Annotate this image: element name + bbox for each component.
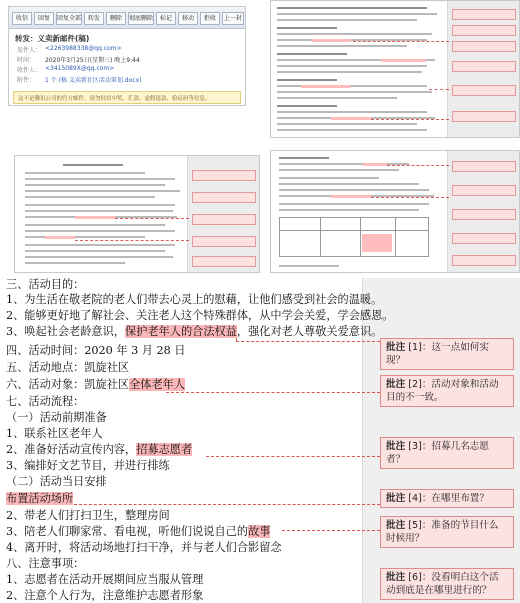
- comment-5-id: [5]: [408, 520, 422, 531]
- document-thumbnail-3: [14, 155, 260, 273]
- toolbar-move-button[interactable]: 移动: [178, 12, 198, 25]
- section-target-label: 六、活动对象：凯旋社区: [6, 378, 130, 391]
- comment-2-id: [2]: [408, 379, 422, 390]
- highlight-setup-venue[interactable]: 布置活动场所: [6, 492, 74, 505]
- purpose-item-2: 2、能够更好地了解社会、关注老人这个特殊群体，从中学会关爱，学会感恩。: [6, 309, 394, 322]
- toolbar-hard-delete-button[interactable]: 彻底删除: [128, 12, 154, 25]
- comment-3-id: [3]: [408, 441, 422, 452]
- comment-5-label: 批注: [386, 520, 406, 531]
- attachment-link[interactable]: 1 个 (稿 义卖新社区活动策划.docx): [45, 77, 142, 84]
- toolbar-receive-button[interactable]: 收信: [12, 12, 32, 25]
- comment-6-id: [6]: [408, 572, 422, 583]
- document-thumbnail-2: [270, 0, 520, 138]
- toolbar-prev-button[interactable]: 上一封: [222, 12, 244, 25]
- highlight-stories[interactable]: 故事: [248, 525, 271, 538]
- email-date: 2020年3月25日(星期三) 晚上9:44: [45, 57, 140, 64]
- document-thumbnail-4: [270, 150, 520, 273]
- connector-1: [236, 341, 380, 342]
- warning-text: 这不是腾讯公司的官方邮件，请勿轻信中奖、汇款、虚假退款、验证码等信息。: [18, 96, 211, 102]
- comment-1-label: 批注: [386, 342, 406, 353]
- comment-2-text: ：活动对象和活动目的不一致。: [386, 379, 499, 403]
- day-item-3-text: 3、陪老人们聊家常、看电视，听他们说说自己的: [6, 525, 249, 538]
- to-address[interactable]: <3415089X@qq.com>: [45, 65, 115, 72]
- prep-item-3: 3、编排好文艺节目，并进行排练: [6, 459, 170, 472]
- toolbar-reject-button[interactable]: 拒收: [200, 12, 220, 25]
- comment-6-text: ：没看明白这个活动到底是在哪里进行的？: [386, 572, 499, 596]
- from-label: 发件人：: [17, 47, 42, 54]
- note-item-2: 2、注意个人行为，注意维护志愿者形象: [6, 589, 204, 602]
- section-location: 五、活动地点：凯旋社区: [6, 361, 130, 374]
- section-time: 四、活动时间：2020 年 3 月 28 日: [6, 344, 186, 357]
- note-item-1: 1、志愿者在活动开展期间应当服从管理: [6, 573, 204, 586]
- comment-3-text: ：招募几名志愿者？: [386, 441, 489, 465]
- comment-6-label: 批注: [386, 572, 406, 583]
- toolbar-delete-button[interactable]: 删除: [106, 12, 126, 25]
- section-notes: 八、注意事项：: [6, 557, 85, 570]
- comment-1-id: [1]: [408, 342, 422, 353]
- comment-3-label: 批注: [386, 441, 406, 452]
- comment-6[interactable]: [380, 568, 514, 600]
- email-subject: 转发：义卖新邮件(稿): [15, 34, 90, 43]
- email-toolbar: [9, 7, 245, 29]
- comment-5-text: ：准备的节目什么时候用？: [386, 520, 499, 544]
- day-item-1: [6, 492, 73, 506]
- comment-4-id: [4]: [408, 493, 422, 504]
- prep-item-2: [6, 443, 192, 457]
- prep-item-2-text: 2、准备好活动宣传内容，: [6, 443, 137, 456]
- warning-banner: [13, 91, 241, 104]
- thumbnail-table: [279, 217, 429, 257]
- connector-1-drop: [236, 338, 237, 342]
- subsection-day-arrangement: （二）活动当日安排: [6, 475, 107, 488]
- section-purpose-heading: 三、活动目的：: [6, 278, 85, 291]
- connector-2: [166, 392, 380, 393]
- day-item-2: 2、带老人们打扫卫生，整理房间: [6, 509, 170, 522]
- day-item-3: [6, 525, 270, 539]
- connector-5: [282, 530, 380, 531]
- comment-1[interactable]: [380, 338, 514, 370]
- comment-4-text: ：在哪里布置？: [421, 493, 489, 504]
- comment-2-label: 批注: [386, 379, 406, 390]
- connector-3: [206, 456, 380, 457]
- purpose-item-3: [6, 325, 382, 339]
- comment-4-label: 批注: [386, 493, 406, 504]
- toolbar-reply-button[interactable]: 回复: [34, 12, 54, 25]
- highlight-all-elderly[interactable]: 全体老年人: [129, 378, 186, 391]
- highlight-recruit-volunteers[interactable]: 招募志愿者: [136, 443, 193, 456]
- toolbar-forward-button[interactable]: 转发: [84, 12, 104, 25]
- toolbar-reply-all-button[interactable]: 回复全部: [56, 12, 82, 25]
- day-item-4: 4、离开时，将活动场地打扫干净，并与老人们合影留念: [6, 541, 282, 554]
- purpose-item-1: 1、为生活在敬老院的老人们带去心灵上的慰藉，让他们感受到社会的温暖。: [6, 293, 383, 306]
- purpose-item-3-end: ，强化对老人尊敬关爱意识。: [236, 325, 383, 338]
- section-target: [6, 378, 185, 392]
- subsection-preparation: （一）活动前期准备: [6, 411, 107, 424]
- date-label: 时间：: [17, 57, 36, 64]
- purpose-item-3-start: 3、唤起社会老龄意识，: [6, 325, 125, 338]
- main-document: [0, 278, 520, 603]
- highlight-legal-rights[interactable]: 保护老年人的合法权益: [125, 325, 237, 338]
- comment-4[interactable]: [380, 489, 514, 508]
- comment-2[interactable]: [380, 375, 514, 407]
- comment-1-text: ：这一点如何实现？: [386, 342, 489, 366]
- attach-label: 附件：: [17, 77, 36, 84]
- comment-5[interactable]: [380, 516, 514, 548]
- email-thumbnail: [8, 6, 246, 106]
- prep-item-1: 1、联系社区老年人: [6, 427, 103, 440]
- section-flow: 七、活动流程：: [6, 395, 85, 408]
- to-label: 收件人：: [17, 67, 42, 74]
- connector-4: [74, 504, 380, 505]
- from-address[interactable]: <2263988338@qq.com>: [45, 45, 122, 52]
- comment-3[interactable]: [380, 437, 514, 469]
- toolbar-mark-button[interactable]: 标记: [156, 12, 176, 25]
